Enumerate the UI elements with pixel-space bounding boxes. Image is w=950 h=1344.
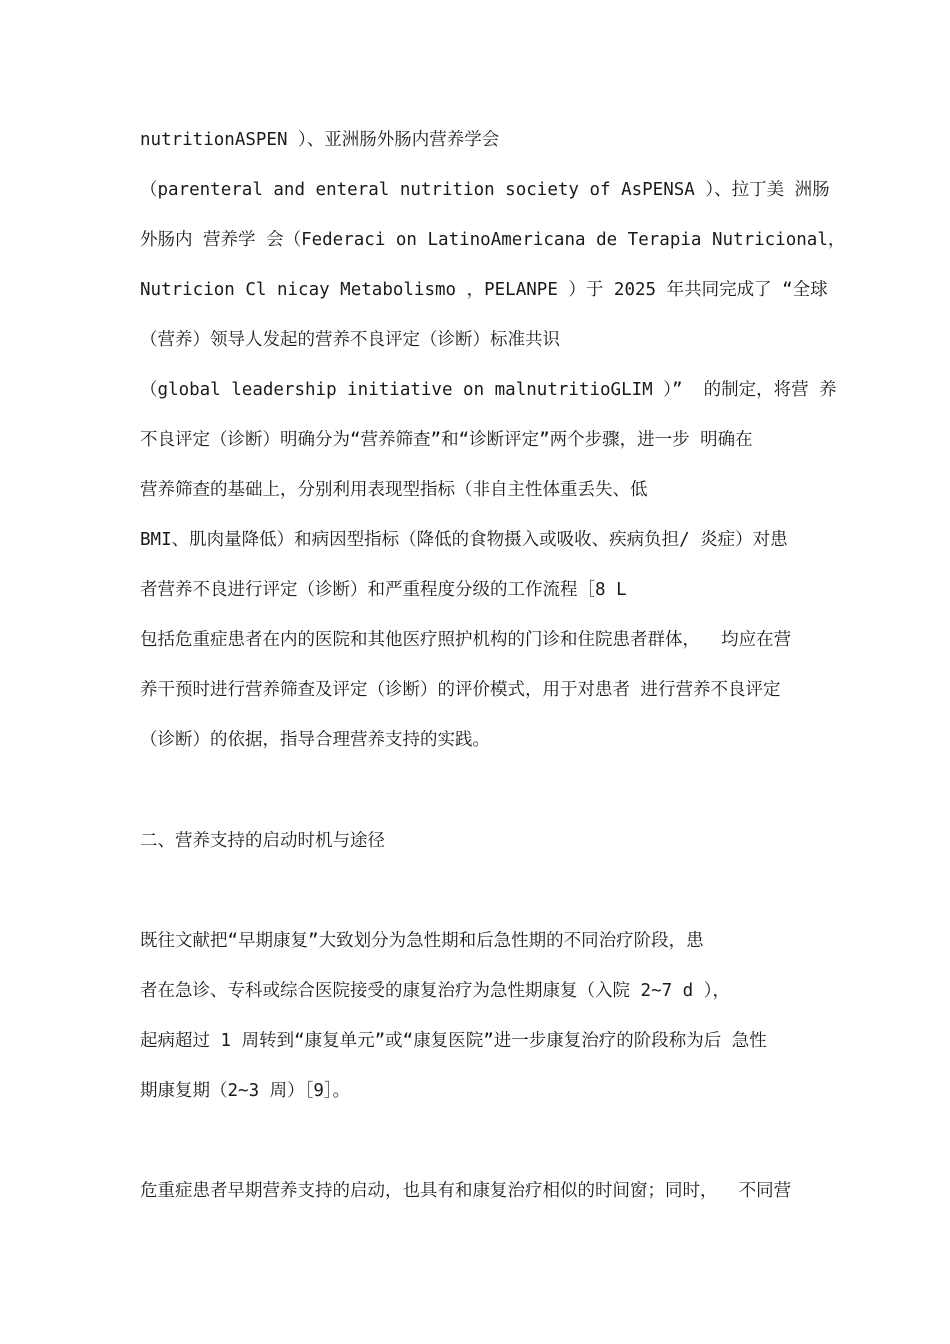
text-line: 养干预时进行营养筛查及评定（诊断）的评价模式，用于对患者 进行营养不良评定	[140, 680, 781, 700]
text-line: 既往文献把“早期康复”大致划分为急性期和后急性期的不同治疗阶段，患	[140, 931, 704, 951]
text-line: 危重症患者早期营养支持的启动，也具有和康复治疗相似的时间窗；同时， 不同营	[140, 1181, 792, 1201]
text-line: nutritionASPEN ）、亚洲肠外肠内营养学会	[140, 130, 500, 150]
text-line: （global leadership initiative on malnutritioGLIM ）” 的制定，将营 养	[140, 380, 837, 400]
text-line: （营养）领导人发起的营养不良评定（诊断）标准共识	[140, 330, 560, 350]
text-line: 营养筛查的基础上，分别利用表现型指标（非自主性体重丢失、低	[140, 480, 648, 500]
text-line: （parenteral and enteral nutrition society of AsPENSA ）、拉丁美 洲肠	[140, 180, 830, 200]
text-line: 包括危重症患者在内的医院和其他医疗照护机构的门诊和住院患者群体， 均应在营	[140, 630, 792, 650]
text-line: 起病超过 1 周转到“康复单元”或“康复医院”进一步康复治疗的阶段称为后 急性	[140, 1031, 767, 1051]
text-line: 不良评定（诊断）明确分为“营养筛查”和“诊断评定”两个步骤，进一步 明确在	[140, 430, 753, 450]
text-line: 者营养不良进行评定（诊断）和严重程度分级的工作流程［8 L	[140, 580, 627, 600]
text-line: 外肠内 营养学 会（Federaci on LatinoAmericana de Terapia Nutricional，	[140, 230, 846, 250]
text-line: Nutricion Cl nicay Metabolismo ，PELANPE ）于 2025 年共同完成了 “全球	[140, 280, 828, 300]
text-line: （诊断）的依据，指导合理营养支持的实践。	[140, 730, 490, 750]
section-heading: 二、营养支持的启动时机与途径	[140, 831, 385, 851]
text-line: 期康复期（2~3 周）［9］。	[140, 1081, 351, 1101]
text-line: BMI、肌肉量降低）和病因型指标（降低的食物摄入或吸收、疾病负担/ 炎症）对患	[140, 530, 788, 550]
text-line: 者在急诊、专科或综合医院接受的康复治疗为急性期康复（入院 2~7 d ），	[140, 981, 730, 1001]
